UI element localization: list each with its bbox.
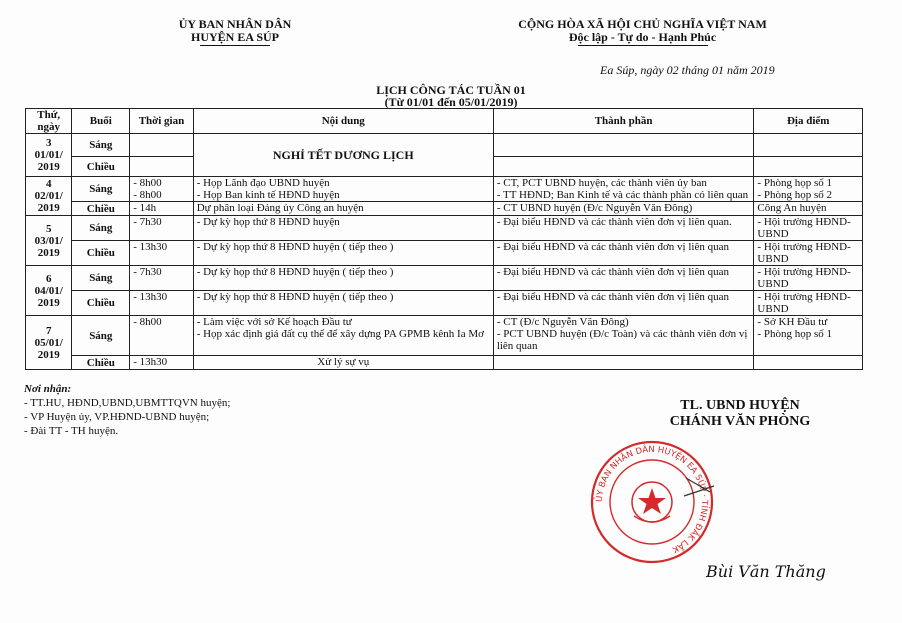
time-cell: - 13h30 — [130, 291, 193, 316]
time-cell — [130, 134, 193, 157]
issuer-name: ỦY BAN NHÂN DÂN — [178, 17, 292, 31]
content-cell: - Họp Lãnh đạo UBND huyện - Họp Ban kinh tế HĐND huyện — [193, 177, 493, 202]
session-cell: Sáng — [72, 316, 130, 356]
table-header-row — [26, 109, 863, 134]
signature-block — [640, 398, 840, 430]
place-cell: Công An huyện — [754, 202, 863, 216]
time-cell: - 7h30 — [130, 266, 193, 291]
content-cell: Xử lý sự vụ — [193, 356, 493, 370]
session-cell: Chiều — [72, 157, 130, 177]
session-cell: Chiều — [72, 291, 130, 316]
session-cell: Chiều — [72, 356, 130, 370]
session-cell: Chiều — [72, 202, 130, 216]
header-underline — [200, 45, 270, 46]
day-cell: 7 05/01/ 2019 — [26, 316, 72, 370]
seal-textpath: ỦY BAN NHÂN DÂN HUYỆN EA SÚP · TỈNH ĐẮK LẮK — [594, 444, 710, 555]
time-cell: - 7h30 — [130, 216, 193, 241]
participants-cell: - CT, PCT UBND huyện, các thành viên ủy ban - TT HĐND; Ban Kinh tế và các thành phần có liên quan — [493, 177, 754, 202]
table-row — [26, 266, 863, 291]
table-row — [26, 202, 863, 216]
title-range: (Từ 01/01 đến 05/01/2019) — [384, 95, 518, 109]
time-cell — [130, 157, 193, 177]
day-cell: 6 04/01/ 2019 — [26, 266, 72, 316]
seal-emblem — [632, 482, 672, 522]
time-cell: - 14h — [130, 202, 193, 216]
place-cell: - Hội trường HĐND-UBND — [754, 266, 863, 291]
place-cell: - Hội trường HĐND-UBND — [754, 291, 863, 316]
content-cell: - Dự kỳ họp thứ 8 HĐND huyện ( tiếp theo ) — [193, 266, 493, 291]
participants-cell — [493, 157, 754, 177]
session-cell: Sáng — [72, 134, 130, 157]
issuer-header — [140, 18, 330, 46]
session-cell: Chiều — [72, 241, 130, 266]
issuer-district: HUYỆN EA SÚP — [190, 30, 279, 44]
participants-cell: - CT UBND huyện (Đ/c Nguyễn Văn Đông) — [493, 202, 754, 216]
header-time: Thời gian — [130, 109, 193, 134]
participants-cell: - Đại biểu HĐND và các thành viên đơn vị liên quan — [493, 291, 754, 316]
holiday-cell: NGHỈ TẾT DƯƠNG LỊCH — [193, 134, 493, 177]
official-seal — [588, 438, 716, 566]
header-participants: Thành phần — [493, 109, 754, 134]
recipients-label: Nơi nhận: — [24, 383, 72, 395]
place-cell: - Phòng họp số 1 - Phòng họp số 2 — [754, 177, 863, 202]
content-cell: - Dự kỳ họp thứ 8 HĐND huyện ( tiếp theo ) — [193, 291, 493, 316]
header-day: Thứ, ngày — [26, 109, 72, 134]
table-row — [26, 356, 863, 370]
place-cell — [754, 356, 863, 370]
participants-cell: - CT (Đ/c Nguyễn Văn Đông) - PCT UBND huyện (Đ/c Toàn) và các thành viên đơn vị liên quan — [493, 316, 754, 356]
content-cell: - Làm việc với sở Kế hoạch Đầu tư - Họp xác định giá đất cụ thể để xây dựng PA GPMB kênh Ia Mơ — [193, 316, 493, 356]
document-title — [0, 84, 902, 108]
recipient-item: - TT.HU, HĐND,UBND,UBMTTQVN huyện; — [24, 397, 231, 409]
signer-name: Bùi Văn Thăng — [706, 562, 826, 581]
header-session: Buổi — [72, 109, 130, 134]
place-cell: - Hội trường HĐND-UBND — [754, 216, 863, 241]
day-cell: 4 02/01/ 2019 — [26, 177, 72, 216]
participants-cell: - Đại biểu HĐND và các thành viên đơn vị liên quan. — [493, 216, 754, 241]
participants-cell — [493, 134, 754, 157]
table-row — [26, 216, 863, 241]
time-cell: - 8h00 - 8h00 — [130, 177, 193, 202]
table-row — [26, 177, 863, 202]
day-cell: 5 03/01/ 2019 — [26, 216, 72, 266]
session-cell: Sáng — [72, 216, 130, 241]
schedule-table — [25, 108, 863, 370]
time-cell: - 13h30 — [130, 241, 193, 266]
table-row — [26, 241, 863, 266]
national-header — [495, 18, 790, 46]
table-row — [26, 134, 863, 157]
table-row — [26, 291, 863, 316]
recipient-item: - VP Huyện ủy, VP.HĐND-UBND huyện; — [24, 411, 210, 423]
national-motto: Độc lập - Tự do - Hạnh Phúc — [568, 30, 717, 44]
national-title: CỘNG HÒA XÃ HỘI CHỦ NGHĨA VIỆT NAM — [518, 17, 767, 31]
schedule-body — [26, 134, 863, 370]
header-content: Nội dung — [193, 109, 493, 134]
signer-title: CHÁNH VĂN PHÒNG — [669, 414, 811, 429]
signer-office: TL. UBND HUYỆN — [680, 398, 800, 413]
header-place: Địa điểm — [754, 109, 863, 134]
place-cell: - Hội trường HĐND-UBND — [754, 241, 863, 266]
table-row — [26, 316, 863, 356]
recipients-block — [24, 383, 230, 438]
content-cell: Dự phân loại Đảng ủy Công an huyện — [193, 202, 493, 216]
participants-cell: - Đại biểu HĐND và các thành viên đơn vị liên quan — [493, 266, 754, 291]
session-cell: Sáng — [72, 266, 130, 291]
document-date: Ea Súp, ngày 02 tháng 01 năm 2019 — [600, 63, 775, 77]
place-cell — [754, 134, 863, 157]
place-cell: - Sở KH Đầu tư - Phòng họp số 1 — [754, 316, 863, 356]
content-cell: - Dự kỳ họp thứ 8 HĐND huyện — [193, 216, 493, 241]
participants-cell: - Đại biểu HĐND và các thành viên đơn vị liên quan — [493, 241, 754, 266]
content-cell: - Dự kỳ họp thứ 8 HĐND huyện ( tiếp theo ) — [193, 241, 493, 266]
motto-underline — [578, 45, 708, 46]
day-cell: 3 01/01/ 2019 — [26, 134, 72, 177]
title-main: LỊCH CÔNG TÁC TUẦN 01 — [376, 83, 526, 97]
time-cell: - 13h30 — [130, 356, 193, 370]
session-cell: Sáng — [72, 177, 130, 202]
recipient-item: - Đài TT - TH huyện. — [24, 425, 119, 437]
place-cell — [754, 157, 863, 177]
time-cell: - 8h00 — [130, 316, 193, 356]
participants-cell — [493, 356, 754, 370]
